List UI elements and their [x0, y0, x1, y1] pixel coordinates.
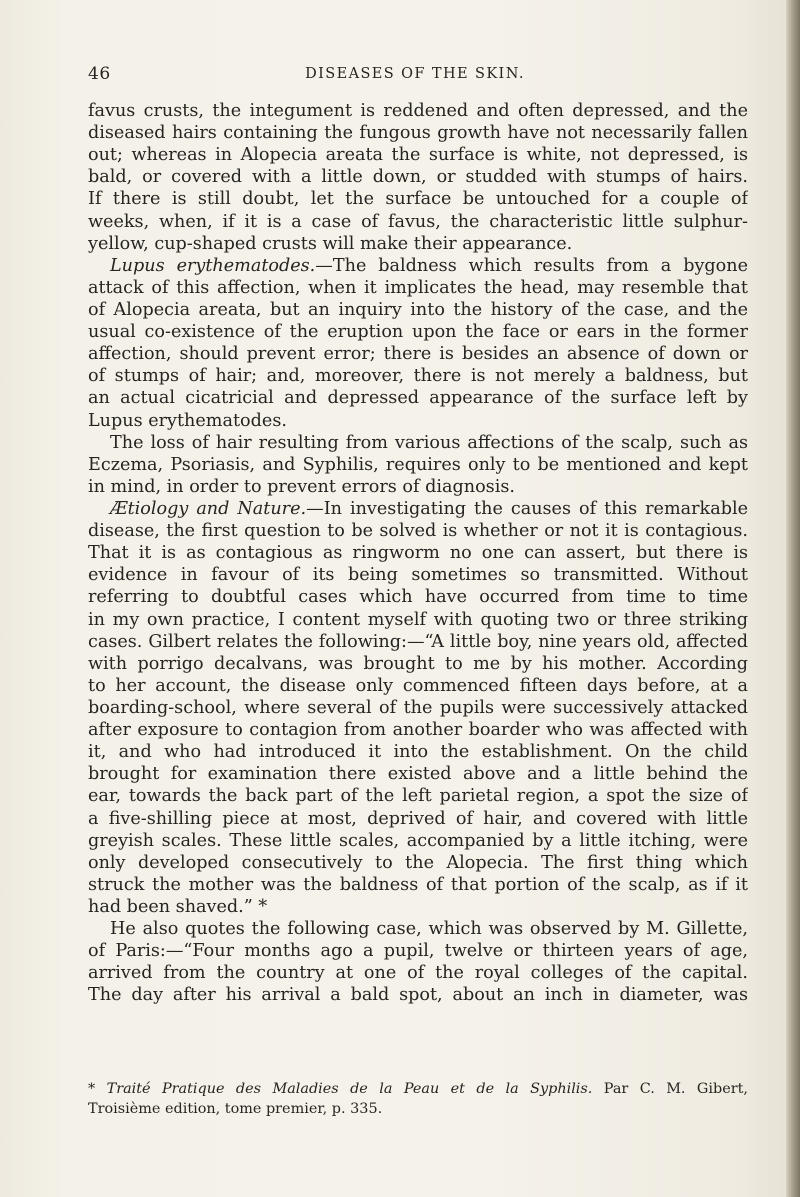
text-line: weeks, when, if it is a case of favus, the characteristic little sulphur- — [88, 211, 748, 232]
text-line: had been shaved.” * — [88, 896, 268, 917]
text-line: it, and who had introduced it into the establishment. On the child — [88, 742, 748, 763]
text-line: of Alopecia areata, but an inquiry into the history of the case, and the — [88, 299, 748, 320]
text-line: affection, should prevent error; there is besides an absence of down or — [88, 344, 748, 365]
footnote — [88, 1079, 748, 1119]
section-heading: Ætiology and Nature. — [110, 498, 307, 519]
text-line: evidence in favour of its being sometimes so transmitted. Without — [88, 565, 748, 586]
text-line: only developed consecutively to the Alopecia. The first thing which — [88, 852, 748, 873]
text-line: The day after his arrival a bald spot, about an inch in diameter, was — [88, 985, 748, 1006]
text-line: disease, the first question to be solved is whether or not it is contagious. — [88, 521, 748, 542]
text-line: bald, or covered with a little down, or studded with stumps of hairs. — [88, 167, 748, 188]
text-line: attack of this affection, when it implicates the head, may resemble that — [88, 277, 748, 298]
text-line: favus crusts, the integument is reddened and often depressed, and the — [88, 101, 748, 121]
section-heading-line: Ætiology and Nature.—In investigating the causes of this remarkable — [110, 498, 748, 519]
body-text — [88, 100, 748, 1006]
text-line: of Paris:—“Four months ago a pupil, twelve or thirteen years of age, — [88, 941, 748, 962]
page-edge — [786, 0, 800, 1197]
footnote-line — [88, 1079, 748, 1099]
text-line: of stumps of hair; and, moreover, there is not merely a baldness, but — [88, 366, 748, 387]
page-header — [88, 64, 742, 86]
text-line: with porrigo decalvans, was brought to me by his mother. According — [88, 653, 748, 674]
text-line: struck the mother was the baldness of that portion of the scalp, as if it — [88, 874, 748, 895]
text-line: arrived from the country at one of the royal colleges of the capital. — [88, 963, 748, 984]
section-heading-line: Lupus erythematodes.—The baldness which results from a bygone — [110, 255, 748, 276]
text-line: He also quotes the following case, which was observed by M. Gillette, — [110, 919, 748, 940]
text-line: to her account, the disease only commenced fifteen days before, at a — [88, 675, 748, 696]
text-line: yellow, cup-shaped crusts will make their appearance. — [88, 233, 573, 254]
text-line: diseased hairs containing the fungous growth have not necessarily fallen — [88, 123, 748, 144]
text-line: Eczema, Psoriasis, and Syphilis, requires only to be mentioned and kept — [88, 454, 748, 475]
text-line: boarding-school, where several of the pupils were successively attacked — [88, 697, 748, 718]
text-line: usual co-existence of the eruption upon the face or ears in the former — [88, 322, 748, 343]
page-number: 46 — [88, 64, 111, 84]
text-line: If there is still doubt, let the surface be untouched for a couple of — [88, 189, 748, 210]
text-line: in mind, in order to prevent errors of diagnosis. — [88, 476, 515, 497]
footnote-line: Troisième edition, tome premier, p. 335. — [88, 1101, 383, 1117]
text-line: after exposure to contagion from another boarder who was affected with — [88, 720, 748, 741]
text-line: cases. Gilbert relates the following:—“A little boy, nine years old, affected — [88, 631, 748, 652]
running-head: DISEASES OF THE SKIN. — [305, 66, 525, 82]
text-line: Lupus erythematodes. — [88, 410, 287, 431]
text-line: brought for examination there existed above and a little behind the — [88, 764, 748, 785]
text-line: out; whereas in Alopecia areata the surface is white, not depressed, is — [88, 145, 748, 166]
footnote-title: * Traité Pratique des Maladies de la Peau et de la Syphilis. — [88, 1081, 593, 1097]
text-line: in my own practice, I content myself with quoting two or three striking — [88, 609, 748, 630]
text-line: That it is as contagious as ringworm no one can assert, but there is — [88, 543, 748, 564]
footnote-author: Par C. M. Gibert, — [592, 1081, 748, 1097]
text-line: The loss of hair resulting from various affections of the scalp, such as — [110, 432, 748, 453]
section-heading: Lupus erythematodes. — [110, 255, 316, 276]
text-line: referring to doubtful cases which have occurred from time to time — [88, 587, 748, 608]
text-line: an actual cicatricial and depressed appearance of the surface left by — [88, 388, 748, 409]
text-line: ear, towards the back part of the left parietal region, a spot the size of — [88, 786, 748, 807]
text-line: greyish scales. These little scales, accompanied by a little itching, were — [88, 830, 748, 851]
text-line: a five-shilling piece at most, deprived of hair, and covered with little — [88, 808, 748, 829]
